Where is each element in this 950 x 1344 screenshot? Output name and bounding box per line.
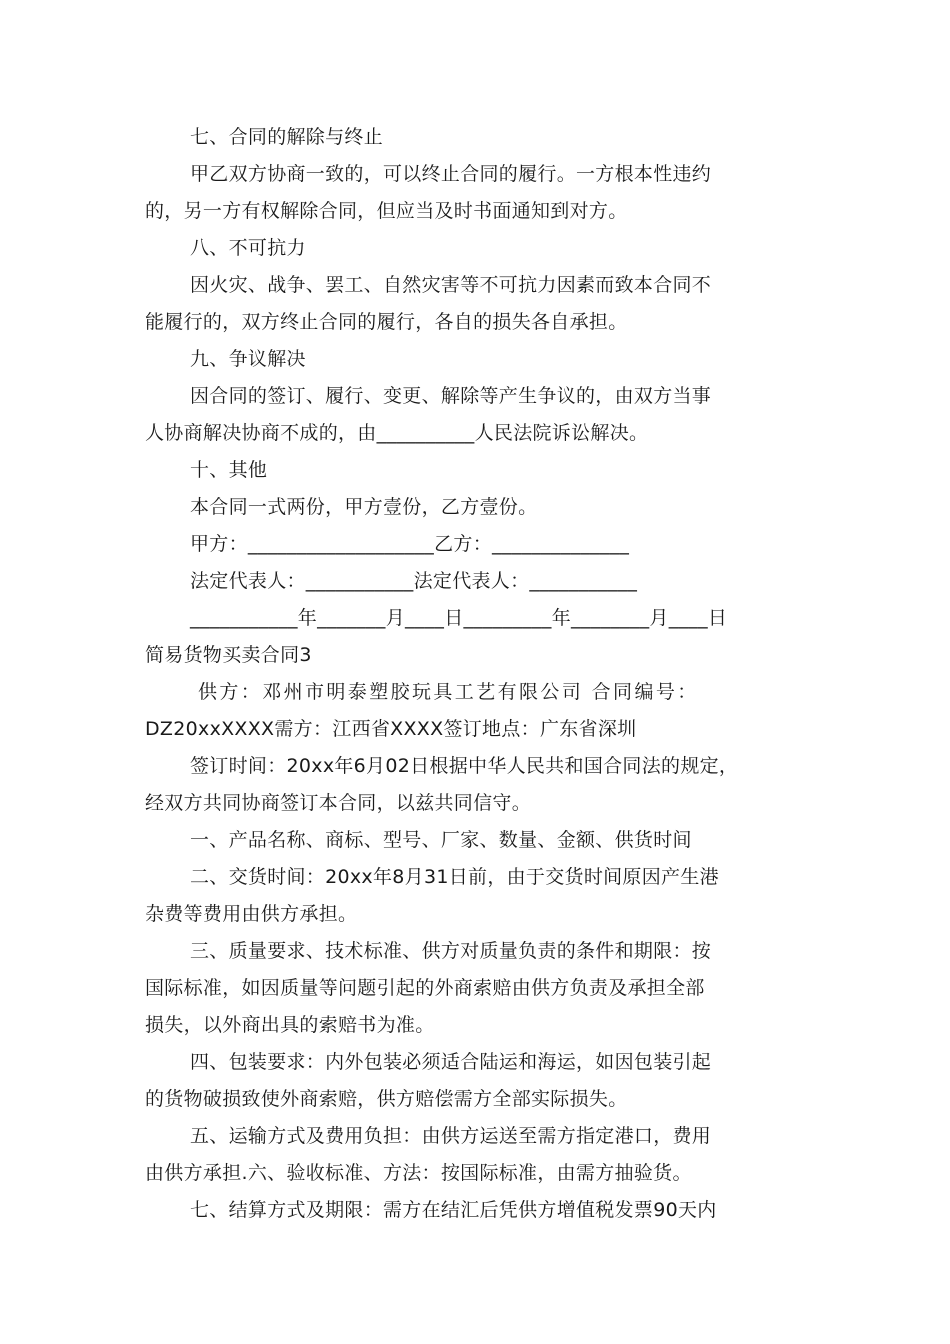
paragraph-line: 人协商解决协商不成的，由__________人民法院诉讼解决。 — [145, 422, 649, 444]
signature-party-line: 甲方：___________________乙方：______________ — [190, 533, 630, 555]
clause-line: 一、产品名称、商标、型号、厂家、数量、金额、供货时间 — [190, 829, 692, 851]
section-heading-force-majeure: 八、不可抗力 — [190, 237, 306, 259]
paragraph-line: 甲乙双方协商一致的，可以终止合同的履行。一方根本性违约 — [190, 163, 712, 185]
paragraph-line: 国际标准，如因质量等问题引起的外商索赔由供方负责及承担全部 — [145, 977, 705, 999]
paragraph-line: 因合同的签订、履行、变更、解除等产生争议的，由双方当事 — [190, 385, 712, 407]
paragraph-line: 供方：邓州市明泰塑胶玩具工艺有限公司 合同编号： — [198, 681, 699, 703]
clause-line: 三、质量要求、技术标准、供方对质量负责的条件和期限：按 — [190, 940, 712, 962]
clause-line: 四、包装要求：内外包装必须适合陆运和海运，如因包装引起 — [190, 1051, 712, 1073]
section-heading-other: 十、其他 — [190, 459, 268, 481]
section-heading-dispute: 九、争议解决 — [190, 348, 306, 370]
paragraph-line: 杂费等费用由供方承担。 — [145, 903, 358, 925]
paragraph-line: 的货物破损致使外商索赔，供方赔偿需方全部实际损失。 — [145, 1088, 628, 1110]
section-heading-termination: 七、合同的解除与终止 — [190, 126, 384, 148]
paragraph-line: 因火灾、战争、罢工、自然灾害等不可抗力因素而致本合同不 — [190, 274, 712, 296]
paragraph-line: 经双方共同协商签订本合同，以兹共同信守。 — [145, 792, 532, 814]
paragraph-line: 本合同一式两份，甲方壹份，乙方壹份。 — [190, 496, 538, 518]
clause-line: 七、结算方式及期限：需方在结汇后凭供方增值税发票90天内 — [190, 1199, 717, 1221]
paragraph-line: 能履行的，双方终止合同的履行，各自的损失各自承担。 — [145, 311, 628, 333]
contract-title: 简易货物买卖合同3 — [145, 644, 312, 666]
paragraph-line: 损失，以外商出具的索赔书为准。 — [145, 1014, 435, 1036]
paragraph-line: 由供方承担.六、验收标准、方法：按国际标准，由需方抽验货。 — [145, 1162, 692, 1184]
signature-representative-line: 法定代表人：___________法定代表人：___________ — [190, 570, 638, 592]
paragraph-line: DZ20xxXXXX需方：江西省XXXX签订地点：广东省深圳 — [145, 718, 637, 740]
clause-line: 二、交货时间：20xx年8月31日前，由于交货时间原因产生港 — [190, 866, 719, 888]
signature-date-line: ___________年_______月____日_________年________月____日 — [190, 607, 728, 629]
clause-line: 五、运输方式及费用负担：由供方运送至需方指定港口，费用 — [190, 1125, 712, 1147]
paragraph-line: 的，另一方有权解除合同，但应当及时书面通知到对方。 — [145, 200, 628, 222]
paragraph-line: 签订时间：20xx年6月02日根据中华人民共和国合同法的规定， — [190, 755, 739, 777]
